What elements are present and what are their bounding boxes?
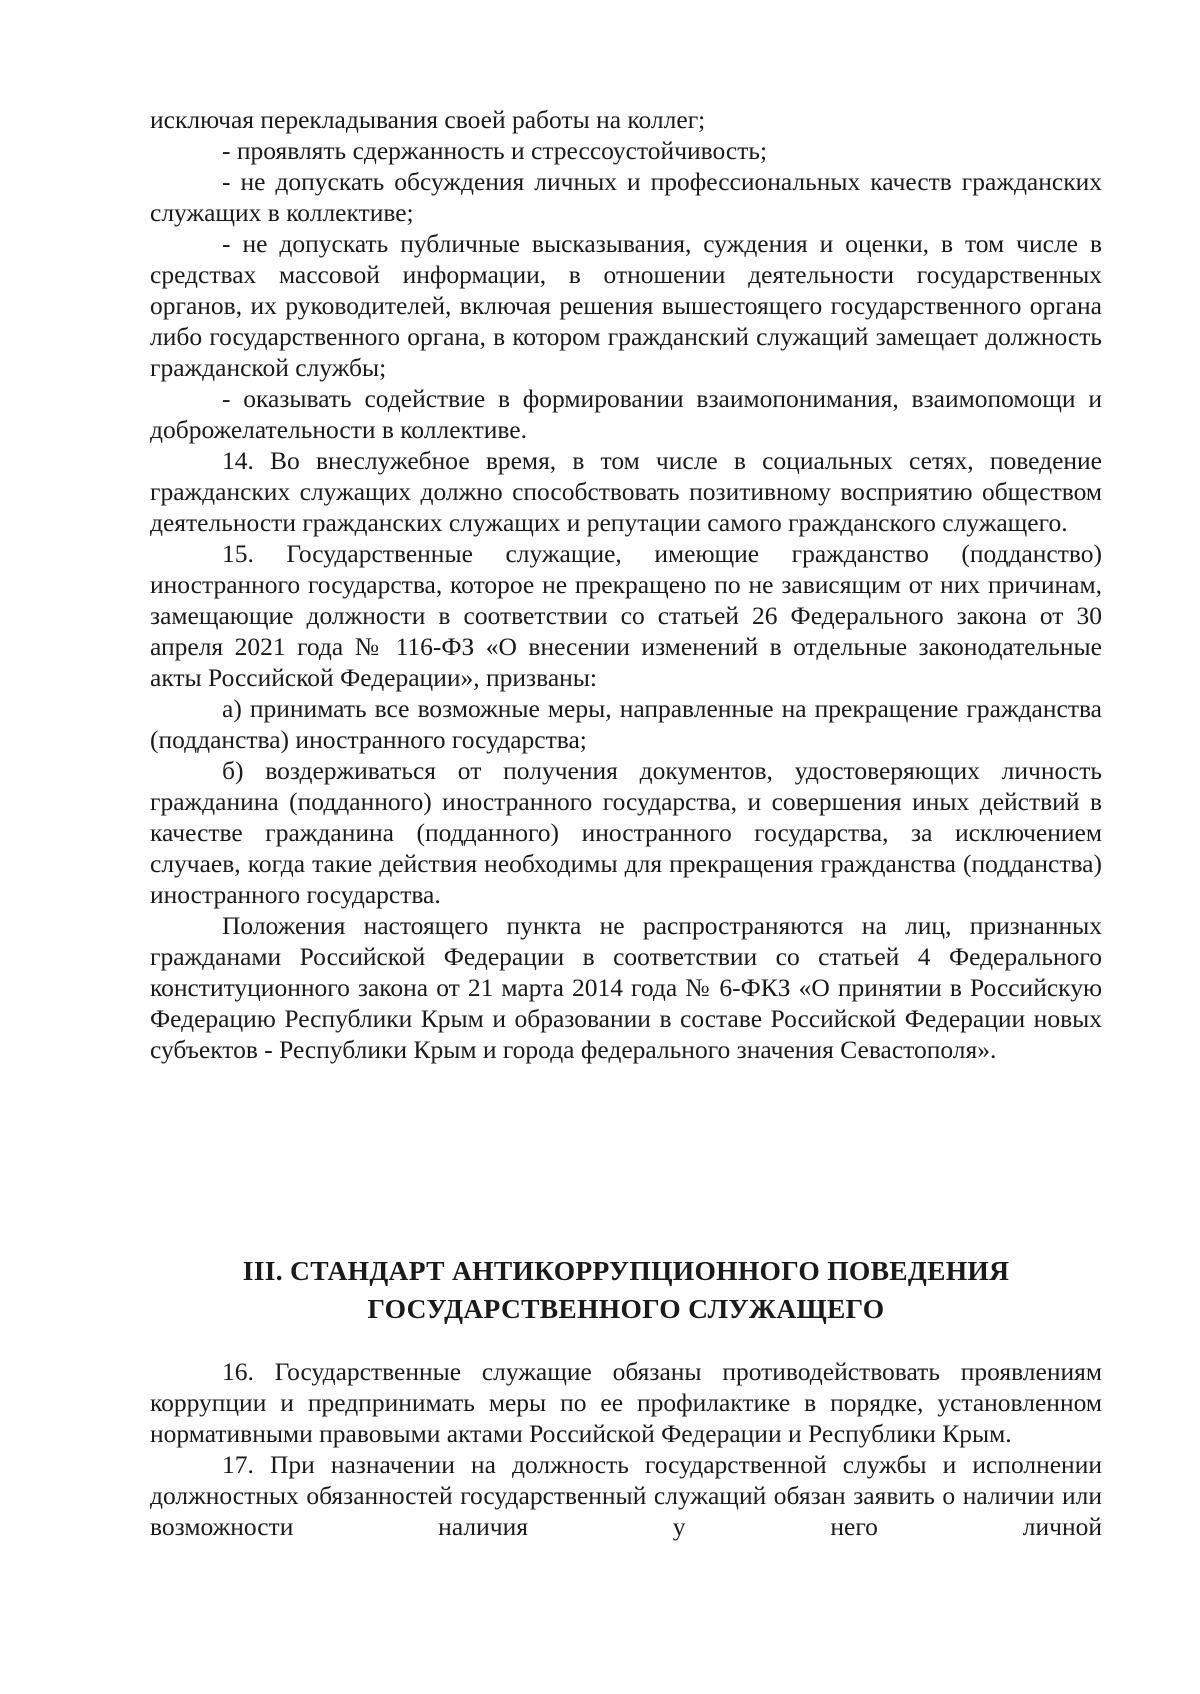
paragraph-list-item: - не допускать публичные высказывания, суждения и оценки, в том числе в средствах массовой информации, в отношении деятельности государственных органов, их руководителей, включая решения вышестоящего государственного органа либо государственного органа, в котором гражданский служащий замещает должность гражданской службы; (150, 229, 1102, 382)
document-body-bottom (150, 1356, 1102, 1542)
section-heading-line-1: III. СТАНДАРТ АНТИКОРРУПЦИОННОГО ПОВЕДЕНИЯ (242, 1255, 1010, 1286)
paragraph-clause-15: 15. Государственные служащие, имеющие гражданство (подданство) иностранного государства, которое не прекращено по не зависящим от них причинам, замещающие должности в соответствии со статьей 26 Федерального закона от 30 апреля 2021 года № 116-ФЗ «О внесении изменений в отдельные законодательные акты Российской Федерации», призваны: (150, 539, 1102, 692)
section-heading-line-2: ГОСУДАРСТВЕННОГО СЛУЖАЩЕГО (367, 1293, 885, 1324)
paragraph-clause-16: 16. Государственные служащие обязаны противодействовать проявлениям коррупции и предпринимать меры по ее профилактике в порядке, установленном нормативными правовыми актами Российской Федерации и Республики Крым. (150, 1357, 1102, 1448)
paragraph-clause-17: 17. При назначении на должность государственной службы и исполнении должностных обязанностей государственный служащий обязан заявить о наличии или возможности наличия у него личной (150, 1450, 1102, 1541)
paragraph-clause-14: 14. Во внеслужебное время, в том числе в социальных сетях, поведение гражданских служащих должно способствовать позитивному восприятию обществом деятельности гражданских служащих и репутации самого гражданского служащего. (150, 446, 1102, 537)
paragraph-list-item: - проявлять сдержанность и стрессоустойчивость; (222, 136, 768, 165)
paragraph-list-item: - оказывать содействие в формировании взаимопонимания, взаимопомощи и доброжелательности в коллективе. (150, 384, 1102, 444)
paragraph-subclause-b: б) воздерживаться от получения документов, удостоверяющих личность гражданина (подданного) иностранного государства, и совершения иных действий в качестве гражданина (подданного) иностранного государства, за исключением случаев, когда такие действия необходимы для прекращения гражданства (подданства) иностранного государства. (150, 756, 1102, 909)
section-heading (150, 1252, 1102, 1328)
paragraph-list-item: - не допускать обсуждения личных и профессиональных качеств гражданских служащих в коллективе; (150, 167, 1102, 227)
paragraph-continuation: исключая перекладывания своей работы на коллег; (150, 105, 706, 134)
paragraph-provisions: Положения настоящего пункта не распространяются на лиц, признанных гражданами Российской Федерации в соответствии со статьей 4 Федерального конституционного закона от 21 марта 2014 года № 6-ФКЗ «О принятии в Российскую Федерацию Республики Крым и образовании в составе Российской Федерации новых субъектов - Республики Крым и города федерального значения Севастополя». (150, 911, 1102, 1064)
paragraph-subclause-a: а) принимать все возможные меры, направленные на прекращение гражданства (подданства) иностранного государства; (150, 694, 1102, 754)
document-body-top (150, 104, 1102, 1065)
